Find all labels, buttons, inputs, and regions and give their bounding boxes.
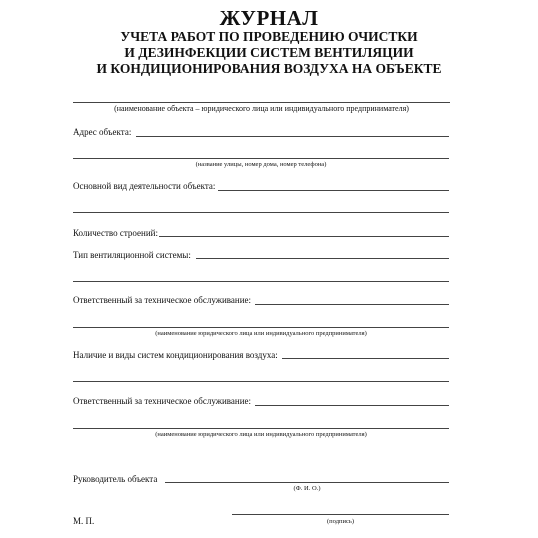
- subtitle-line-3: И КОНДИЦИОНИРОВАНИЯ ВОЗДУХА НА ОБЪЕКТЕ: [96, 61, 442, 76]
- ventilation-type-field[interactable]: [196, 258, 449, 259]
- address-field-line-2[interactable]: [73, 158, 449, 159]
- responsible-1-field-line-2[interactable]: [73, 327, 449, 328]
- responsible-2-field[interactable]: [255, 405, 449, 406]
- object-name-caption: (наименование объекта – юридического лица или индивидуального предпринимателя): [114, 104, 409, 113]
- buildings-count-field[interactable]: [159, 236, 449, 237]
- subtitle-line-2: И ДЕЗИНФЕКЦИИ СИСТЕМ ВЕНТИЛЯЦИИ: [124, 45, 414, 60]
- ac-systems-field[interactable]: [282, 358, 449, 359]
- signature-caption: (подпись): [327, 518, 354, 525]
- responsible-1-caption: (наименование юридического лица или индивидуального предпринимателя): [155, 330, 367, 337]
- page-title: ЖУРНАЛ: [219, 6, 319, 30]
- head-name-field[interactable]: [165, 482, 449, 483]
- stamp-label: М. П.: [73, 516, 95, 526]
- buildings-count-label: Количество строений:: [73, 228, 158, 238]
- address-field[interactable]: [136, 136, 449, 137]
- signature-field[interactable]: [232, 514, 449, 515]
- main-activity-field[interactable]: [218, 190, 449, 191]
- main-activity-label: Основной вид деятельности объекта:: [73, 181, 216, 191]
- ventilation-type-label: Тип вентиляционной системы:: [73, 250, 191, 260]
- head-caption: (Ф. И. О.): [293, 485, 321, 492]
- ac-systems-field-line-2[interactable]: [73, 381, 449, 382]
- address-caption: (название улицы, номер дома, номер телефона): [195, 161, 327, 168]
- ventilation-type-field-line-2[interactable]: [73, 281, 449, 282]
- responsible-2-caption: (наименование юридического лица или индивидуального предпринимателя): [155, 431, 367, 438]
- address-label: Адрес объекта:: [73, 127, 132, 137]
- responsible-2-label: Ответственный за техническое обслуживание:: [73, 396, 252, 406]
- responsible-1-field[interactable]: [255, 304, 449, 305]
- main-activity-field-line-2[interactable]: [73, 212, 449, 213]
- responsible-2-field-line-2[interactable]: [73, 428, 449, 429]
- subtitle-line-1: УЧЕТА РАБОТ ПО ПРОВЕДЕНИЮ ОЧИСТКИ: [120, 29, 418, 44]
- responsible-1-label: Ответственный за техническое обслуживание:: [73, 295, 252, 305]
- ac-systems-label: Наличие и виды систем кондиционирования воздуха:: [73, 350, 278, 360]
- head-label: Руководитель объекта: [73, 474, 158, 484]
- object-name-field[interactable]: [73, 102, 450, 103]
